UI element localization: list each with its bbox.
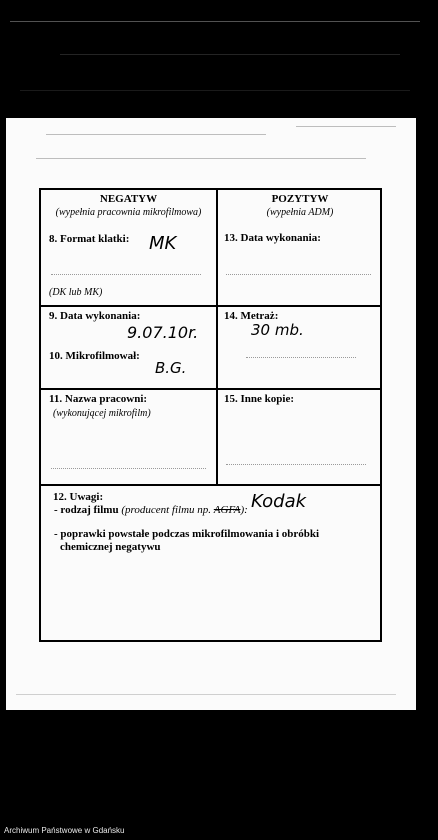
pozytyw-subtitle: (wypełnia ADM) xyxy=(266,207,334,218)
field8-label: 8. Format klatki: xyxy=(49,233,130,245)
film-type-value: Kodak xyxy=(251,491,307,512)
field10-value: B.G. xyxy=(155,359,187,377)
row-divider xyxy=(41,388,380,390)
film-type-hint-start: (producent filmu np. xyxy=(121,504,212,516)
field12-label: 12. Uwagi: xyxy=(53,491,104,503)
film-type-struck: AGFA xyxy=(213,504,241,516)
field14-value: 30 mb. xyxy=(251,321,304,339)
field9-label: 9. Data wykonania: xyxy=(49,310,141,322)
field10-label: 10. Mikrofilmował: xyxy=(49,350,140,362)
scan-dark-margin-top xyxy=(0,0,438,118)
corrections-line: - poprawki powstałe podczas mikrofilmowania i obróbki xyxy=(54,528,320,540)
archive-watermark: Archiwum Państwowe w Gdańsku xyxy=(4,826,125,835)
field11-hint: (wykonującej mikrofilm) xyxy=(53,408,151,419)
film-type-hint-end: ): xyxy=(240,504,248,516)
row-divider xyxy=(41,305,380,307)
column-divider xyxy=(216,190,218,485)
microfilm-form xyxy=(39,188,382,642)
film-type-line xyxy=(54,504,248,517)
field11-label: 11. Nazwa pracowni: xyxy=(49,393,148,405)
field14-label: 14. Metraż: xyxy=(224,310,279,322)
document-card xyxy=(6,118,416,710)
field8-value: MK xyxy=(149,233,177,254)
negatyw-subtitle: (wypełnia pracownia mikrofilmowa) xyxy=(55,207,202,218)
field9-value: 9.07.10r. xyxy=(127,323,199,342)
corrections-line-cont: chemicznej negatywu xyxy=(60,541,161,553)
field8-hint: (DK lub MK) xyxy=(49,287,103,298)
row-divider xyxy=(41,484,380,486)
film-type-prefix: - rodzaj filmu xyxy=(54,504,119,516)
negatyw-title: NEGATYW xyxy=(99,193,158,205)
field13-label: 13. Data wykonania: xyxy=(224,232,321,244)
pozytyw-title: POZYTYW xyxy=(271,193,329,205)
field15-label: 15. Inne kopie: xyxy=(224,393,294,405)
